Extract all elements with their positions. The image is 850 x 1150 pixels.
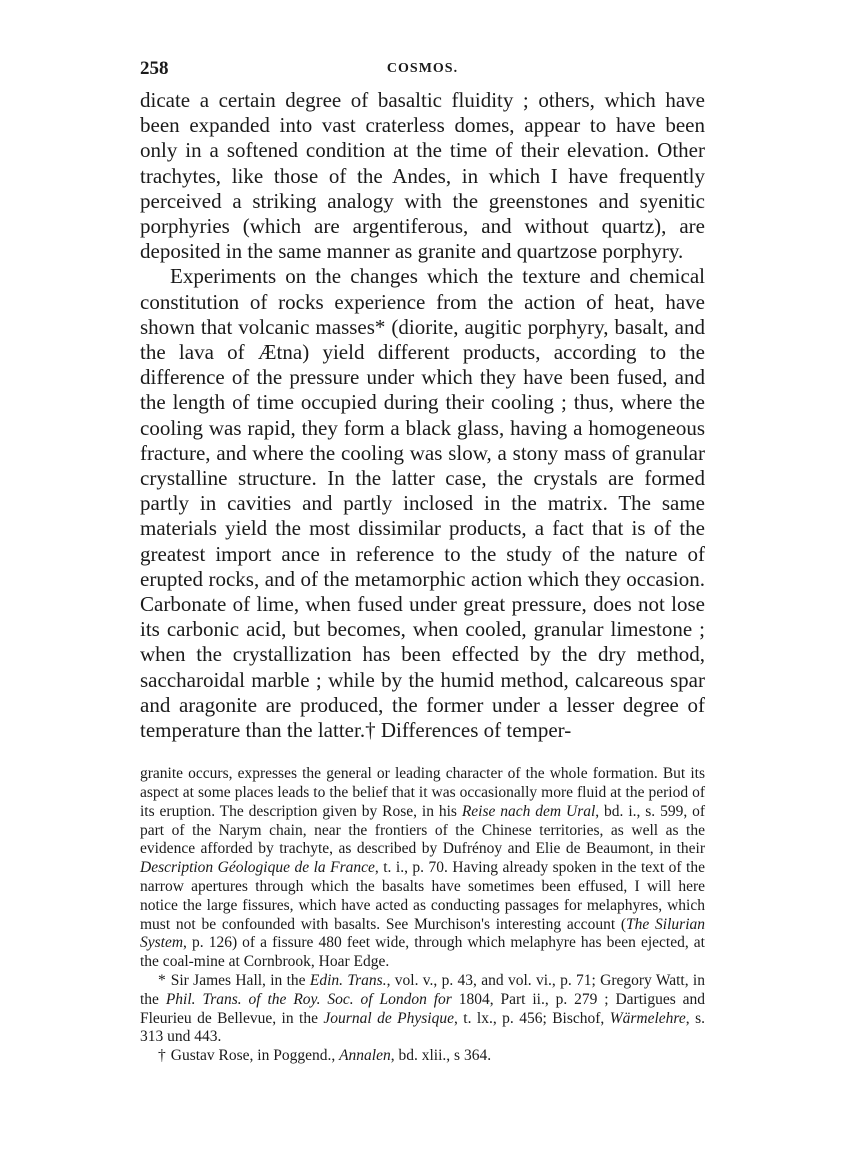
footnote-text: , p. 126) of a fissure 480 feet wide, through which melaphyre has been ejected, at the coal-mine at Cornbrook, Hoar Edge. <box>140 934 705 971</box>
footnote-title: Annalen <box>339 1047 391 1065</box>
footnote-text: granite occurs, expresses the general or leading character of the whole formation. But its aspect at some places leads to the belief that it was occasionally more fluid at the period of its eruption. The description given by Rose, in his <box>140 765 705 820</box>
footnote-title: Wärmelehre <box>609 1009 686 1027</box>
footnote-text: Sir James Hall, in the <box>170 972 310 990</box>
footnote-title: Journal de Physique <box>323 1009 454 1027</box>
footnote-title: Phil. Trans. of the Roy. Soc. of London for <box>165 990 452 1008</box>
footnote-dagger <box>140 1047 705 1066</box>
footnote-separator <box>140 743 705 765</box>
footnote-asterisk <box>140 972 705 1047</box>
running-head <box>140 58 705 88</box>
main-text <box>140 88 705 743</box>
footnote-title: Reise nach dem Ural <box>461 802 596 820</box>
footnote-title: Edin. Trans. <box>309 972 387 990</box>
page-number: 258 <box>140 58 169 79</box>
footnote-title: The Silurian System <box>140 915 705 952</box>
footnote-text: Gustav Rose, in Poggend., <box>170 1047 340 1065</box>
footnote-title: Description Géologique de la France <box>140 859 375 877</box>
footnote-text: , t. i., p. 70. Having already spoken in the text of the narrow apertures through which the basalts have sometimes been effused, I will here notice the large fissures, which have acted as conducting passages for melaphyres, which must not be confounded with basalts. See Murchison's interesting account ( <box>140 859 705 933</box>
book-page <box>140 58 705 1066</box>
running-title: COSMOS. <box>386 61 459 76</box>
paragraph-continued: dicate a certain degree of basaltic fluidity ; others, which have been expanded into vast craterless domes, appear to have been only in a softened condition at the time of their elevation. Other trachytes, like those of the Andes, in which I have frequently perceived a striking analogy with the greenstones and syenitic porphyries (which are argentiferous, and without quartz), are deposited in the same manner as granite and quartzose porphyry. <box>140 88 705 264</box>
footnote-text: , s. 313 und 443. <box>140 1009 705 1046</box>
footnote-mark: * <box>158 972 166 990</box>
paragraph-experiments: Experiments on the changes which the texture and chemical constitution of rocks experience from the action of heat, have shown that volcanic masses* (diorite, augitic porphyry, basalt, and the lava of Ætna) yield different products, according to the difference of the pressure under which they have been fused, and the length of time occupied during their cooling ; thus, where the cooling was rapid, they form a black glass, having a homogeneous fracture, and where the cooling was slow, a stony mass of granular crystalline structure. In the latter case, the crystals are formed partly in cavities and partly inclosed in the matrix. The same materials yield the most dissimilar products, a fact that is of the greatest import ance in reference to the study of the nature of erupted rocks, and of the metamorphic action which they occasion. Carbonate of lime, when fused under great pressure, does not lose its carbonic acid, but becomes, when cooled, granular limestone ; when the crystallization has been effected by the dry method, saccharoidal marble ; while by the humid method, calcareous spar and aragonite are produced, the former under a lesser degree of temperature than the latter.† Differences of temper- <box>140 264 705 743</box>
footnote-text: , bd. xlii., s 364. <box>390 1047 492 1065</box>
footnote-text: , vol. v., p. 43, and vol. vi., p. 71; Gregory Watt, in the <box>140 972 705 1008</box>
footnotes <box>140 765 705 1066</box>
footnote-text: , bd. i., s. 599, of part of the Narym chain, near the frontiers of the Chinese territories, as well as the evidence afforded by trachyte, as described by Dufrénoy and Elie de Beaumont, in their <box>140 802 705 858</box>
footnote-continued <box>140 765 705 972</box>
footnote-text: 1804, Part ii., p. 279 ; Dartigues and Fleurieu de Bellevue, in the <box>140 990 706 1027</box>
footnote-text: , t. lx., p. 456; Bischof, <box>453 1009 610 1027</box>
footnote-mark: † <box>158 1047 166 1065</box>
